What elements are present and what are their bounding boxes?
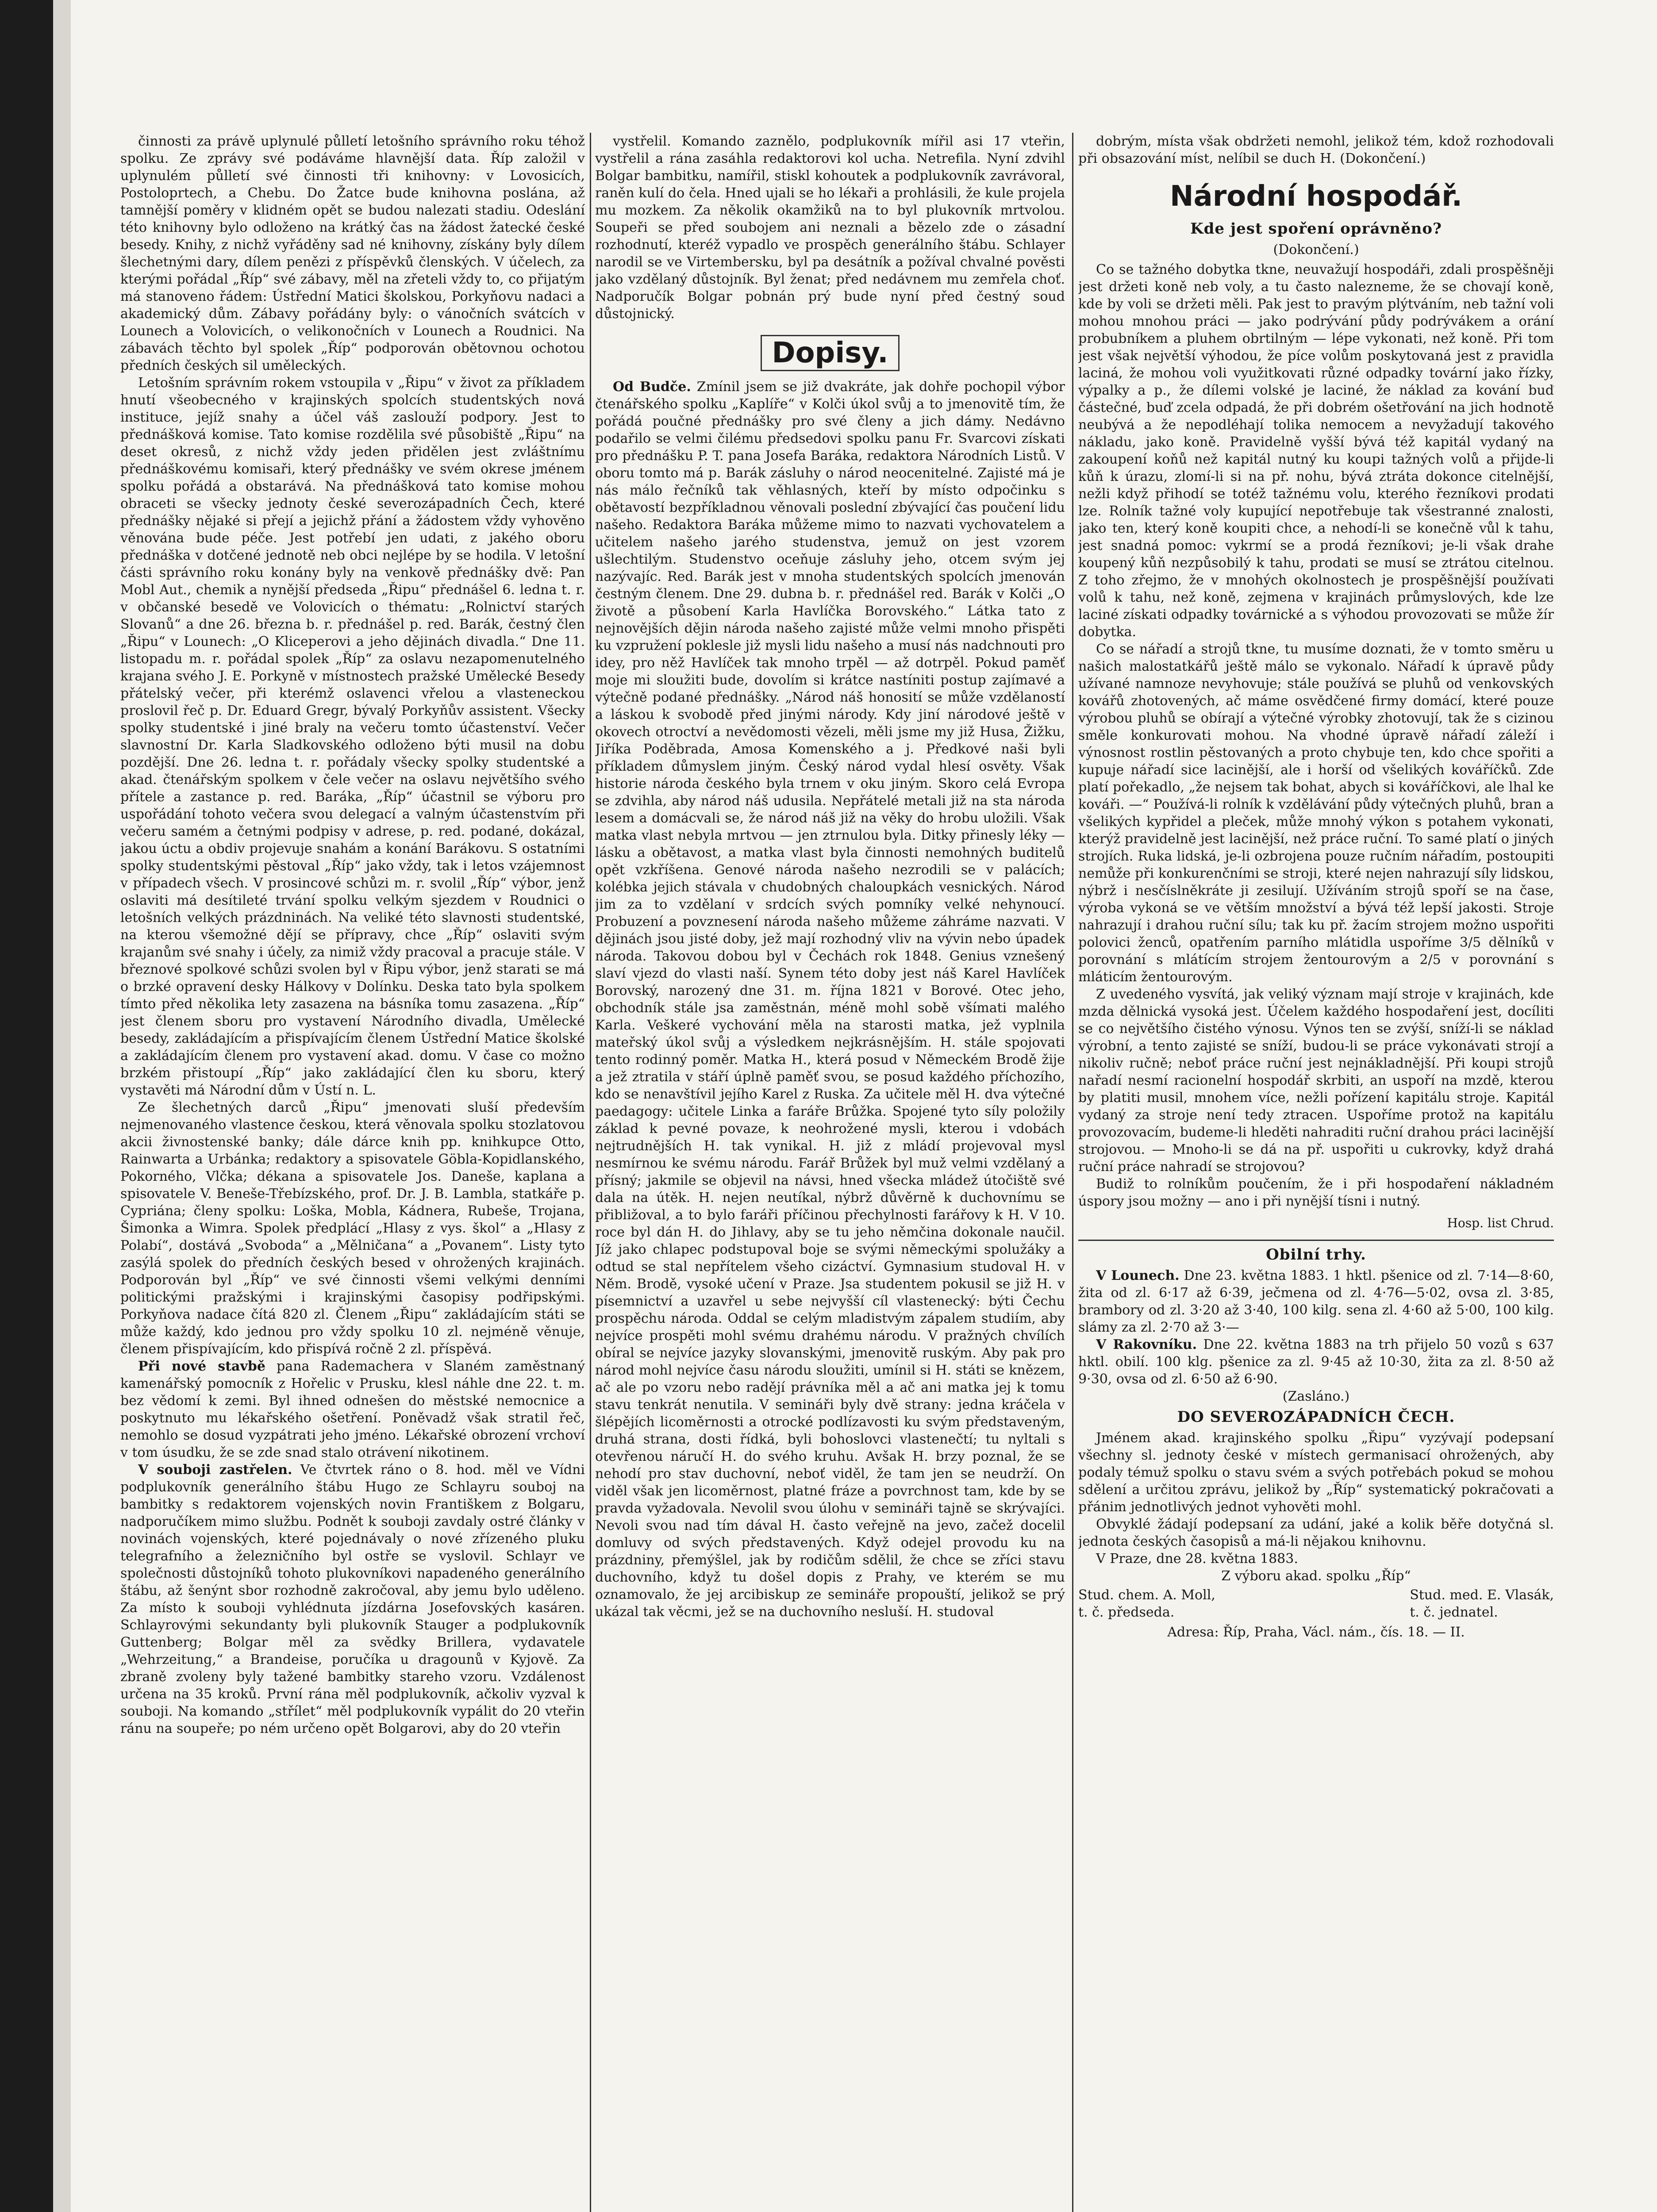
- separator: [1078, 1240, 1554, 1241]
- article-paragraph: Co se nářadí a strojů tkne, tu musíme doznati, že v tomto směru u našich malostatkářů ještě málo se vykonalo. Nářadí k úpravě půdy užívané namnoze nevyhovuje; stále používá se pluhů od venkovských kovářů zhotovených, ač máme osvědčené firmy domácí, které pouze výrobou pluhů se obírají a výtečné výrobky zhotovují, tak že s cizinou směle konkurovati mohou. Na vhodné úpravě nářadí záleží i výnosnost rostlin pěstovaných a proto chybuje ten, kdo chce spořiti a kupuje nářadí sice lacinější, ale i horší od všelikých kováříčků. Zde platí pořekadlo, „že nejsem tak bohat, abych si kováříčkovi, ale lhal ke kováři. —“ Používá-li rolník k vzdělávání půdy výtečných pluhů, bran a všelikých kypřidel a pleček, může mnohý výkon s potahem vykonati, kterýž pravidelně jest lacinější, než práce ruční. To samé platí o jiných strojích. Ruka lidská, je-li ozbrojena pouze ručním nářadím, postoupiti nemůže při konkurenčními se stroji, které nejen nahrazují síly lidskou, nýbrž i nesčíslněkráte ji zesilují. Užíváním strojů spoří se na čase, výroba vykoná se ve větším množství a bývá též lepší jakosti. Stroje nahrazují i drahou ruční sílu; tak ku př. žacím strojem možno uspořiti polovici ženců, opatřením parního mlátidla uspoříme 3/5 dělníků v porovnání s mlátícím strojem žentourovým a 2/5 v porovnání s mláticím žentourovým.: [1078, 641, 1554, 985]
- on-behalf: Z výboru akad. spolku „Říp“: [1221, 1568, 1411, 1584]
- market-text: Dne 22. května 1883 na trh přijelo 50 vozů s 637 hktl. obilí. 100 klg. pšenice za zl. 9·45 až 10·30, žita za zl. 8·50 až 9·30, ovsa od zl. 6·50 až 6·90.: [1078, 1337, 1554, 1387]
- notice-text: Ve čtvrtek ráno o 8. hod. měl ve Vídni podplukovník generálního štábu Hugo ze Schlayru souboj na bambitky s redaktorem vojenských novin Františkem z Bolgaru, nadporučíkem mimo službu. Podnět k souboji zavdaly ostré články v novinách vojenských, které pojednávaly o nové zřízeného pluku telegrafního a železničního byl ostře se vyslovil. Schlayr ve společnosti důstojníků tohoto plukovníkovi napadeného generálního štábu, až šenýnt sbor rozhodně zakročoval, aby jemu bylo uděleno. Za místo k souboji vyhlédnuta jízdárna Josefovských kasáren. Schlayrovými sekundanty byli plukovník Stauger a podplukovník Guttenberg; Bolgar měl za svědky Brillera, vydavatele „Wehrzeitung,“ a Brandeise, poručíka u dragounů v Kyjově. Za zbraně zvoleny byly tažené bambitky stareho vzoru. Vzdálenost určena na 35 kroků. První rána měl podplukovník, ačkoliv vyzval k souboji. Na komando „střílet“ měl podplukovník vypálit do 20 vteřin ránu na soupeře; po ném určeno opět Bolgarovi, aby do 20 vteřin: [120, 1462, 585, 1736]
- signature-role: t. č. předseda.: [1078, 1605, 1175, 1620]
- zaslano-label: (Zasláno.): [1282, 1389, 1350, 1404]
- zaslano-paragraph: Jménem akad. krajinského spolku „Řipu“ vyzývají podepsaní všechny sl. jednoty české v místech germanisací ohrožených, aby podaly témuž spolku o stavu svém a svých potřebách pokud se mohou sdělení a určitou zprávu, jelikož by „Říp“ systematický pokračovati a přánim jednotlivých jednot vyhověti mohl.: [1078, 1430, 1554, 1515]
- section-heading-dopisy: [595, 335, 1065, 371]
- article-paragraph: Ze šlechetných darců „Řipu“ jmenovati sluší především nejmenovaného vlastence českou, která věnovala spolku stozlatovou akcii živnostenské banky; dále dárce knih pp. knihkupce Otto, Rainwarta a Urbánka; redaktory a spisovatele Göbla-Kopidlanského, Pokorného, Vlčka; dékana a spisovatele Jos. Daneše, kaplana a spisovatele V. Beneše-Třebízského, prof. Dr. J. B. Lambla, statkáře p. Cypriána; členy spolku: Loška, Mobla, Kádnera, Rubeše, Trojana, Šimonka a Wimra. Spolek předplácí „Hlasy z vys. škol“ a „Hlasy z Polabí“, dostává „Svoboda“ a „Mělničana“ a „Povanem“. Listy tyto zasýlá spolek do předních českých besed v ohrožených krajinách. Podporován byl „Říp“ ve své činnosti všemi velkými denními politickými pražskými i krajinskými časopisy podřipskými. Porkyňova nadace čítá 820 zl. Členem „Řipu“ zakládajícím státi se může každý, kdo jednou pro vždy spolku 10 zl. nejméně věnuje, členem přispívajícím, kdo přispívá ročně 2 zl. příspěvá.: [120, 1100, 585, 1357]
- article-paragraph: činnosti za právě uplynulé půlletí letošního správního roku téhož spolku. Ze zprávy své podáváme hlavnější data. Říp založil v uplynulém půlletí své činnosti tři knihovny: v Lovosicích, Postoloprtech, a Chebu. Do Žatce bude knihovna poslána, až tamnější poměry v klidném opět se budou nalezati stadiu. Odeslání této knihovny bylo odloženo na krátký čas na žádost žatecké české besedy. Knihy, z nichž vyřáděny sad né knihovny, získány byly dílem šlechetnými dary, dílem penězi z příspěvků členských. V účelech, za kterými pořádal „Říp“ své zábavy, měl na zřeteli vždy to, co přijatým má stanoveno řádem: Ústřední Matici školskou, Porkyňovu nadaci a akademický dům. Zábavy pořádány byly: o vánočních svátcích v Lounech a Volovicích, o velikonočních v Lounech a Roudnici. Na zábavách těchto byl spolek „Říp“ podporován obětovnou ochotou předních českých sil uměleckých.: [120, 134, 585, 373]
- signature-2: [1410, 1586, 1554, 1621]
- scan-left-edge: [0, 0, 53, 2212]
- market-lead: V Rakovníku.: [1096, 1337, 1197, 1352]
- column-rule-2: [1072, 133, 1073, 2212]
- section-heading-narodni-hospodar: Národní hospodář.: [1169, 180, 1463, 213]
- market-lead: V Lounech.: [1096, 1268, 1180, 1283]
- dopisy-heading-text: Dopisy.: [761, 335, 899, 371]
- signature-name: Stud. chem. A. Moll,: [1078, 1587, 1215, 1603]
- notice-lead: V souboji zastřelen.: [138, 1462, 292, 1478]
- markets-heading: Obilní trhy.: [1266, 1246, 1366, 1263]
- letter-paragraph: [595, 378, 1065, 1621]
- letter-lead: Od Budče.: [613, 379, 691, 395]
- article-continuation: vystřelil. Komando zaznělo, podplukovník mířil asi 17 vteřin, vystřelil a rána zasáhla redaktorovi kol ucha. Netrefila. Nyní zdvihl Bolgar bambitku, namířil, stiskl kohoutek a podplukovník zavrávoral, raněn kulí do čela. Hned ujali se ho lékaři a prohlásili, že kule projela mu mozkem. Za několik okamžiků na to byl plukovník mrtvolou. Soupeři se před soubojem ani neznali a bězelo zde o zásadní rozhodnutí, kteréž vypadlo ve prospěch generálního štábu. Schlayer narodil se ve Virtembersku, byl pa desátník a požíval chvalné pověsti jako vzdělaný důstojník. Byl ženat; před nedávnem mu zemřela choť. Nadporučík Bolgar pobnán prý bude nyní před čestný soud důstojnický.: [595, 134, 1065, 322]
- signatures: [1078, 1586, 1554, 1621]
- column-3: [1078, 133, 1554, 2212]
- column-2: [595, 133, 1065, 2212]
- news-notice: [120, 1358, 585, 1461]
- article-continuation: dobrým, místa však obdržeti nemohl, jelikož tém, kdož rozhodovali při obsazování míst, nelíbil se duch H. (Dokončení.): [1078, 134, 1554, 166]
- article-paragraph: Budiž to rolníkům poučením, že i při hospodaření nákladném úspory jsou možny — ano i při nynější tísni i nutný.: [1078, 1176, 1554, 1209]
- market-text: Dne 23. května 1883. 1 hktl. pšenice od zl. 7·14—8·60, žita od zl. 6·17 až 6·39, ječmena od zl. 4·76—5·02, ovsa zl. 3·85, brambory od zl. 3·20 až 3·40, 100 kilg. sena zl. 4·60 až 5·00, 100 kilg. slámy za zl. 2·70 až 3·—: [1078, 1268, 1554, 1335]
- address: Adresa: Říp, Praha, Václ. nám., čís. 18. — II.: [1167, 1624, 1465, 1640]
- zaslano-paragraph: Obvyklé žádají podepsaní za udání, jaké a kolik běře dotyčná sl. jednota českých časopisů a má-li nějakou knihovnu.: [1078, 1517, 1554, 1549]
- market-report: [1078, 1336, 1554, 1388]
- signature-1: [1078, 1586, 1215, 1621]
- article-paragraph: Co se tažného dobytka tkne, neuvažují hospodáři, zdali prospěšněji jest držeti koně neb voly, a tu často nalezneme, že se chovají koně, kde by voli se držeti měli. Pak jest to pravým plýtváním, neb tažní voli mohou mnohou práci — jako podrývání půdy podrývákem a orání probubníkem a pluhem obrtilným — lépe vykonati, než koně. Při tom jest však největší výhodou, že píce volům poskytovaná jest z pravidla laciná, že mohou voli využitkovati různé odpadky tovární jako řízky, výpalky a p., že dílemi volské je laciné, že náklad za kování buď částečné, buď zcela odpadá, že při dobrém ošetřování na jich hodnotě neubývá a že nepodléhají tolika nemocem a nevyžadují takového nákladu, jako koně. Pravidelně vyšší bývá též kapitál vydaný na zakoupení koňů než kapitál nutný ku koupi tažných volů a přijde-li kůň k úrazu, zlomí-li si na př. nohu, bývá ztráta dokonce citelnější, nežli když přihodí se totéž tažnému volu, kterého řezníkovi prodati lze. Rolník tažné voly kupující nepotřebuje tak všestranné znalosti, jako ten, který koně koupiti chce, a nehodí-li se konečně vůl k tahu, jest snadná pomoc: vykrmí se a prodá řezníkovi; je-li však drahe koupený kůň nezpůsobilý k tahu, prodati se musí se ztrátou citelnou. Z toho zřejmo, že v mnohých okolnostech je prospěšnější používati volů k tahu, než koně, zejmena v krajinách průmyslových, kde lze laciné získati odpadky továrnické a s výhodou provozovati se může žír dobytka.: [1078, 262, 1554, 640]
- market-report: [1078, 1267, 1554, 1336]
- article-title: Kde jest spoření oprávněno?: [1190, 220, 1442, 238]
- zaslano-heading: DO SEVEROZÁPADNÍCH ČECH.: [1177, 1408, 1455, 1426]
- signature-name: Stud. med. E. Vlasák,: [1410, 1587, 1554, 1603]
- column-1: [120, 133, 585, 2212]
- column-rule-1: [590, 133, 591, 2212]
- letter-text: Zmínil jsem se již dvakráte, jak dohře pochopil výbor čtenářského spolku „Kaplíře“ v Kolči úkol svůj a to jmenovitě tím, že pořádá poučné přednášky pro své členy a jich dámy. Nedávno podařilo se velmi čilému předsedovi spolku panu Fr. Svarcovi získati pro přednášku P. T. pana Josefa Baráka, redaktora Národních Listů. V oboru tomto má p. Barák zásluhy o národ neocenitelné. Zajisté má je nás málo řečníků tak věhlasných, kteří by místo odpočinku s obětavostí bezpříkladnou věnovali poslední zbývající čas poučení lidu našeho. Redaktora Baráka můžeme mimo to nazvati vychovatelem a učitelem našeho jarého studenstva, jemuž on jest vzorem ušlechtilým. Studenstvo oceňuje zásluhy jeho, otcem svým jej nazývajíc. Red. Barák jest v mnoha studentských spolcích jmenován čestným členem. Dne 29. dubna b. r. přednášel red. Barák v Kolči „O životě a působení Karla Havlíčka Borovského.“ Látka tato z nejnovějších dějin národa našeho zajisté může velmi mnoho přispěti ku vzpružení poklesle již mysli lidu našeho a musí nás nadchnouti pro idey, pro něž Havlíček tak mnoho trpěl — až dotrpěl. Pokud paměť moje mi sloužiti bude, dovolím si krátce nastíniti postup zajímavé a výtečně podané přednášky. „Národ náš honosití se může vzdělaností a láskou k svobodě před jinými národy. Kdy jiní národové ještě v okovech otroctví a nevědomosti vězeli, měli jsme my již Husa, Žižku, Jiříka Poděbrada, Amosa Komenského a j. Předkové naši byli příkladem důmyslem jiným. Český národ vydal hlesí osvěty. Však historie národa českého byla trnem v oku jiným. Skoro celá Evropa se zdvihla, aby národ náš udusila. Nepřátelé metali již na sta národa lesem a domácvali se, že národ náš již na věky do hrobu uložili. Však matka vlast nebyla mrtvou — jen ztrnulou byla. Ditky přinesly léky — lásku a obětavost, a matka vlast byla činnosti nemohných buditelů opět vzkříšena. Genové národa našeho nezrodili se v palácích; kolébka jejich stávala v chudobných chaloupkách vesnických. Národ jim za to vzdělaní v srdcích svých pomníky velké nehynoucí. Probuzení a povznesení národa našeho můžeme záhráme nazvati. V dějinách jsou jisté doby, jež mají rozhodný vliv na vývin nebo úpadek národa. Takovou dobou byl v Čechách rok 1848. Genius vznešený slaví vjezd do vlasti naší. Synem této doby jest náš Karel Havlíček Borovský, narozený dne 31. m. října 1821 v Borové. Otec jeho, obchodník stále jsa zaměstnán, méně mohl sobě všímati malého Karla. Veškeré vychování měla na starosti matka, jež vyplnila mateřský úkol svůj a výsledkem nejkrásnějším. H. stále spojovati tento rodinný poměr. Matka H., která posud v Německém Brodě žije a jež ztratila v stáří úplně paměť svou, se posud každého příchozího, kdo se nenavštívil jejího Karel z Ruska. Za učitele měl H. dva výtečné paedagogy: učitele Linka a faráře Brůžka. Spojené tyto síly položily základ k pevné povaze, k neohrožené mysli, kterou i vdobách nejtrudnějších H. tak vynikal. H. již z mládí projevoval mysl nesmírnou ke svému národu. Farář Brůžek byl muž velmi vzdělaný a přísný; jakmile se objevil na návsi, hned všecka mládež útočiště své dala na útěk. H. nejen neutíkal, nýbrž důvěrně k duchovnímu se přibližoval, a to bylo faráři příčinou přechylnosti farářovy k H. V 10. roce byl dán H. do Jihlavy, aby se tu jeho němčina dokonale naučil. Jíž jako chlapec podstupoval boje se svými německými spolužáky a odtud se stal nepřítelem všeho cizáctví. Gymnasium studoval H. v Něm. Brodě, vysoké učení v Praze. Jsa studentem pokusil se již H. v písemnictví a uzavřel u sebe nejvyšší cíl vlastenecký: býti Čechu prospěchu národa. Oddal se celým mladistvým zápalem studiím, aby nejvíce prospěti mohl svému drahému národu. V pražných chvílích obíral se nejvíce jazyky slovanskými, jmenovitě ruským. Aby pak pro národ mohl nejvíce času národu sloužiti, umínil si H. státi se knězem, ač ale po vzoru nebo radějí právníka měl a ač ani matka jej k tomu stavu tenkrát nenutila. V semináři byly dvě strany: jedna kráčela v šlépějích licoměrnosti a otrocké podlízavosti ku svým představeným, druhá strana, dosti řídká, byli bohoslovci vlastenečtí; tu nyltali s otevřenou náručí H. do svého kruhu. Avšak H. brzy poznal, že se nehodí pro stav duchovní, neboť viděl, že tam jen se neudrží. On viděl však jen licoměrnost, platné fráze a povrchnost tam, kde by se pravda vyžadovala. Nevolil svou úlohu v semináři tajně se skrývajíci. Nevoli svou nad tím dával H. často veřejně na jevo, začež docelil domluvy od svých představených. Když odejel provodu ku na prázdniny, přemýšlel, jak by rodičům sdělil, že chce se zříci stavu duchovního, když tu došel dopis z Prahy, ve kterém se mu oznamovalo, že jej arcibiskup ze semináře propouští, jelikož se prý ukázal tak věcmi, jež se na duchovního nesluší. H. studoval: [595, 379, 1065, 1620]
- scan-left-shadow: [53, 0, 71, 2212]
- article-paragraph: Letošním správním rokem vstoupila v „Řipu“ v život za příkladem hnutí všeobecného v krajinských spolcích studentských nová instituce, jejíž snahy a účel váš zaslouží podpory. Jest to přednášková komise. Tato komise rozdělila své působiště „Řipu“ na deset okresů, z nichž vždy jeden přidělen jest zvláštnímu přednáškovému komisaři, který přednášky ve svém okrese jménem spolku pořádá a obstarává. Na přednášková tato komise mohou obraceti se všecky jednoty české severozápadních Čech, které přednášky nějaké si přejí a jejichž přání a žádostem vždy vyhověno věnována bude péče. Jest potřebí jen udati, z jakého oboru přednáška v dotčené jednotě neb obci nejlépe by se hodila. V letošní části správního roku konány byly na venkově přednášky dvě: Pan Mobl Aut., chemik a nynější předseda „Řipu“ přednášel 6. ledna t. r. v občanské besedě ve Volovicích o thématu: „Rolnictví starých Slovanů“ a dne 26. března b. r. přednášel p. red. Barák, čestný člen „Řipu“ v Lounech: „O Kliceperovi a jeho dějinách divadla.“ Dne 11. listopadu m. r. pořádal spolek „Říp“ za oslavu nezapomenutelného krajana svého J. E. Porkyně v místnostech pražské Umělecké Besedy přátelský večer, při kterémž oslavenci vřelou a vlasteneckou proslovil řeč p. Dr. Eduard Gregr, bývalý Porkyňův assistent. Všecky spolky studentské i jiné braly na večeru tomto účastenství. Večer slavnostní Dr. Karla Sladkovského odloženo býti musil na dobu pozdější. Dne 26. ledna t. r. pořádaly všecky spolky studentské a akad. čtenářským spolkem v čele večer na oslavu největšího svého přítele a zastance p. red. Baráka, „Říp“ účastnil se výboru pro uspořádání tohoto večera svou delegací a valným účastenstvím při večeru samém a četnými podpisy v adrese, p. red. podané, dokázal, jakou úctu a obdiv projevuje snahám a konání Barákovu. S ostatními spolky studentskými pěstoval „Říp“ jako vždy, tak i letos vzájemnost v případech všech. V prosincové schůzi m. r. svolil „Říp“ výbor, jenž oslaviti má desítileté trvání spolku velkým sjezdem v Roudnici o letošních velkých prázdninách. Na veliké této slavnosti studentské, na kterou všemožné dějí se přípravy, chce „Říp“ oslaviti svým krajanům své snahy i účely, za nimiž vždy pracoval a pracuje stále. V březnové spolkové schůzi svolen byl v Řipu výbor, jenž starati se má o brzké opravení desky Hálkovy v Dolínku. Deska tato byla spolkem tímto před několika lety zasazena na básníka tomu zasazena. „Říp“ jest členem sboru pro vystavení Národního divadla, Umělecké besedy, zakládajícím a přispívajícím členem Ústřední Matice školské a zakládajícím členem pro vystavení akad. domu. V čase co možno brzkém přistoupí „Říp“ jako zakládající člen ku sboru, který vystavěti má Národní dům v Ústí n. L.: [120, 375, 585, 1098]
- news-notice: [120, 1461, 585, 1737]
- notice-text: pana Rademachera v Slaném zaměstnaný kamenářský pomocník z Hořelic v Prusku, klesl náhle dne 22. t. m. bez vědomí k zemi. Byl ihned odnešen do městské nemocnice a poskytnuto mu lékařského ošetření. Poněvadž však stratil řeč, nemohlo se dosud vyzpátrati jeho jméno. Lékařské obrození vrchoví v tom úsudku, že se zde snad stalo otrávení nikotinem.: [120, 1359, 585, 1460]
- notice-lead: Při nové stavbě: [138, 1359, 265, 1374]
- article-paragraph: Z uvedeného vysvítá, jak veliký význam mají stroje v krajinách, kde mzda dělnická vysoká jest. Účelem každého hospodaření jest, docíliti se co největšího čistého výnosu. Výnos ten se zvýší, sníží-li se náklad výrobní, a tento zajisté se sníží, budou-li se práce vykonávati strojí a nikoliv ručně; neboť práce ruční jest nejnákladnější. Při koupi strojů nařadí nesmí racionelní hospodář skrbiti, an uspoří na mzdě, kterou by platiti musil, mnohem více, nežli pořízení kapitálu stroje. Kapitál vydaný za stroje není tedy ztracen. Uspoříme protož na kapitálu provozovacím, budeme-li hleděti nahraditi ruční drahou práci lacinější strojovou. — Mnoho-li se dá na př. uspořiti u cukrovky, když drahá ruční práce nahradí se strojovou?: [1078, 987, 1554, 1175]
- continued-note: (Dokončení.): [1273, 242, 1359, 257]
- article-source: Hosp. list Chrud.: [1447, 1216, 1554, 1230]
- signature-role: t. č. jednatel.: [1410, 1605, 1498, 1620]
- place-date: V Praze, dne 28. května 1883.: [1096, 1551, 1298, 1567]
